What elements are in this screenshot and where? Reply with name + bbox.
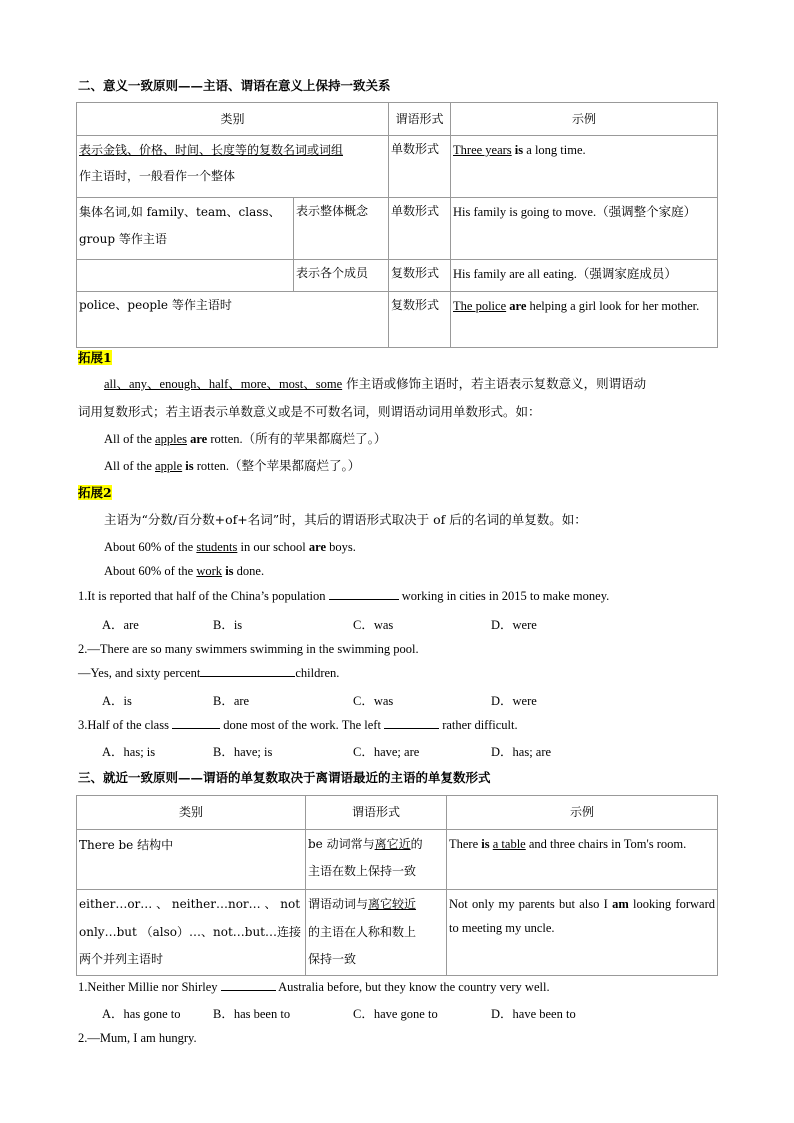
- ext2-ex1-noun: students: [196, 540, 238, 554]
- header-example: 示例: [451, 103, 718, 136]
- q2-option-b[interactable]: B．are: [213, 694, 250, 708]
- q2-option-a[interactable]: A．is: [102, 694, 132, 708]
- row4-form: 复数形式: [389, 292, 451, 348]
- ext2-example-2: [104, 561, 264, 581]
- s3-row1-form-d: 主语在数上保持一致: [308, 864, 417, 878]
- q1-answer-blank[interactable]: [329, 587, 399, 600]
- question-3-stem: [78, 715, 518, 735]
- question-5-line1: 2.—Mum, I am hungry.: [78, 1031, 197, 1045]
- extension-1-para-line1: [104, 374, 646, 394]
- s3-row2-ex-verb: am: [612, 897, 629, 911]
- question-2-line1: 2.—There are so many swimmers swimming in the swimming pool.: [78, 642, 419, 656]
- q3-option-d[interactable]: D．has; are: [491, 745, 552, 759]
- question-4-stem: [78, 977, 550, 997]
- q1-option-b[interactable]: B．is: [213, 618, 243, 632]
- s3-row1-ex-a: There: [449, 837, 482, 851]
- q3-option-b[interactable]: B．have; is: [213, 745, 273, 759]
- q4-option-c[interactable]: C．have gone to: [353, 1007, 438, 1021]
- ext2-ex1-c: in our school: [237, 540, 309, 554]
- ext1-ex2-rest: rotten.（整个苹果都腐烂了。）: [193, 459, 361, 473]
- q3-answer-blank-1[interactable]: [172, 716, 220, 729]
- row1-example: [451, 136, 718, 198]
- q1-option-d[interactable]: D．were: [491, 618, 537, 632]
- extension-1-label: 拓展1: [78, 350, 112, 365]
- row1-category-line1: 表示金钱、价格、时间、长度等的复数名词或词组: [79, 143, 344, 157]
- q2-answer-blank[interactable]: [200, 664, 295, 677]
- s3-row2-form-closer: 离它较近: [368, 897, 417, 911]
- s3-row2-ex-a: Not only my parents but also I: [449, 897, 613, 911]
- ext1-ex1-rest: rotten.（所有的苹果都腐烂了。）: [207, 432, 387, 446]
- q2-option-d[interactable]: D．were: [491, 694, 537, 708]
- row3-subcategory: 表示各个成员: [294, 260, 389, 292]
- ext2-example-1: [104, 537, 356, 557]
- ext1-ex1-noun: apples: [155, 432, 187, 446]
- ext2-ex1-rest: boys.: [326, 540, 356, 554]
- header-category: 类别: [77, 103, 389, 136]
- agreement-table-meaning: [76, 102, 718, 348]
- s3-row1-form-a: be 动词常与: [308, 837, 375, 851]
- q3-option-a[interactable]: A．has; is: [102, 745, 156, 759]
- row2-category: [77, 198, 294, 260]
- q1-option-c[interactable]: C．was: [353, 618, 394, 632]
- ext2-ex1-a: About 60% of the: [104, 540, 197, 554]
- ext1-example-1: [104, 429, 386, 449]
- q1-option-a[interactable]: A．are: [102, 618, 139, 632]
- row2-subcategory: 表示整体概念: [294, 198, 389, 260]
- ext1-quantifier-words: all、any、enough、half、more、most、some: [104, 377, 343, 391]
- s3-row2-form-a: 谓语动词与: [308, 897, 369, 911]
- ext1-ex2-a: All of the: [104, 459, 156, 473]
- row3-form: 复数形式: [389, 260, 451, 292]
- row4-example-rest: helping a girl look for her mother.: [526, 299, 700, 313]
- s3-row1-form: [306, 830, 447, 890]
- ext1-ex2-noun: apple: [155, 459, 183, 473]
- q4-stem-a: 1.Neither Millie nor Shirley: [78, 980, 221, 994]
- q2-option-c[interactable]: C．was: [353, 694, 394, 708]
- s3-row1-form-c: 的: [410, 837, 423, 851]
- row1-example-rest: a long time.: [523, 143, 586, 157]
- s3-header-predicate-form: 谓语形式: [306, 796, 447, 830]
- row1-category: [77, 136, 389, 198]
- ext1-ex1-a: All of the: [104, 432, 156, 446]
- s3-row2-form-c: 的主语在人称和数上: [308, 925, 417, 939]
- extension-1-para-line2: 词用复数形式；若主语表示单数意义或是不可数名词，则谓语动词用单数形式。如：: [78, 404, 541, 419]
- agreement-table-proximity: [76, 795, 718, 976]
- ext1-ex2-verb: is: [182, 459, 194, 473]
- q3-stem-b: done most of the work. The left: [220, 718, 385, 732]
- header-predicate-form: 谓语形式: [389, 103, 451, 136]
- row4-example: [451, 292, 718, 348]
- q3-answer-blank-2[interactable]: [384, 716, 439, 729]
- ext2-ex2-rest: done.: [233, 564, 265, 578]
- row1-example-subject: Three years: [453, 143, 512, 157]
- row4-example-verb: are: [506, 299, 527, 313]
- ext1-para-line1-rest: 作主语或修饰主语时，若主语表示复数意义，则谓语动: [342, 376, 647, 391]
- s3-row2-form-d: 保持一致: [308, 952, 357, 966]
- row2-category-line2: group 等作主语: [79, 232, 167, 246]
- s3-row2-category: [77, 890, 306, 976]
- extension-2-para: 主语为“分数/百分数+of+名词”时，其后的谓语形式取决于 of 后的名词的单复数。如：: [104, 512, 587, 527]
- row2-form: 单数形式: [389, 198, 451, 260]
- row2-example: His family is going to move.（强调整个家庭）: [451, 198, 718, 260]
- q4-option-d[interactable]: D．have been to: [491, 1007, 576, 1021]
- s3-row2-form: [306, 890, 447, 976]
- s3-row1-example: [447, 830, 718, 890]
- q3-stem-a: 3.Half of the class: [78, 718, 173, 732]
- s3-header-example: 示例: [447, 796, 718, 830]
- s3-row1-form-near: 离它近: [374, 837, 411, 851]
- ext2-ex1-verb: are: [308, 540, 326, 554]
- extension-2-label: 拓展2: [78, 485, 112, 500]
- ext1-example-2: [104, 456, 360, 476]
- section-2-title: 二、意义一致原则——主语、谓语在意义上保持一致关系: [78, 78, 391, 93]
- s3-row1-category: There be 结构中: [77, 830, 306, 890]
- section-3-title: 三、就近一致原则——谓语的单复数取决于离谓语最近的主语的单复数形式: [78, 770, 491, 785]
- s3-row1-ex-rest: and three chairs in Tom's room.: [525, 837, 687, 851]
- q3-option-c[interactable]: C．have; are: [353, 745, 420, 759]
- s3-row2-cat-a: either…or… 、 neither…nor… 、 not: [79, 897, 301, 911]
- s3-row2-example: [447, 890, 718, 976]
- ext2-ex2-a: About 60% of the: [104, 564, 197, 578]
- q1-stem-a: 1.It is reported that half of the China’s population: [78, 589, 329, 603]
- row3-category-empty: [77, 260, 294, 292]
- q2-line2-a: —Yes, and sixty percent: [78, 666, 201, 680]
- q4-stem-b: Australia before, but they know the country very well.: [275, 980, 550, 994]
- s3-row2-cat-b: only…but （also）…、not…but…连接: [79, 925, 302, 939]
- row1-example-verb: is: [511, 143, 524, 157]
- s3-row2-ex-rest: looking forward to meeting my uncle.: [449, 897, 715, 935]
- row4-example-subject: The police: [453, 299, 507, 313]
- ext2-ex2-noun: work: [196, 564, 223, 578]
- s3-header-category: 类别: [77, 796, 306, 830]
- q4-option-a[interactable]: A．has gone to: [102, 1007, 181, 1021]
- q2-line2-b: children.: [295, 666, 340, 680]
- s3-row1-ex-verb: is: [481, 837, 490, 851]
- ext1-ex1-verb: are: [186, 432, 208, 446]
- row2-category-line1: 集体名词,如 family、team、class、: [79, 205, 281, 219]
- question-1-stem: [78, 586, 609, 606]
- q4-option-b[interactable]: B．has been to: [213, 1007, 291, 1021]
- q3-stem-c: rather difficult.: [439, 718, 518, 732]
- q4-answer-blank[interactable]: [221, 978, 276, 991]
- row3-example: His family are all eating.（强调家庭成员）: [451, 260, 718, 292]
- question-2-line2: [78, 663, 339, 683]
- s3-row2-cat-c: 两个并列主语时: [79, 952, 164, 966]
- s3-row1-ex-subject: a table: [492, 837, 526, 851]
- row4-category: police、people 等作主语时: [77, 292, 389, 348]
- row1-category-line2: 作主语时，一般看作一个整体: [79, 169, 236, 183]
- row1-form: 单数形式: [389, 136, 451, 198]
- q1-stem-b: working in cities in 2015 to make money.: [398, 589, 610, 603]
- ext2-ex2-verb: is: [222, 564, 234, 578]
